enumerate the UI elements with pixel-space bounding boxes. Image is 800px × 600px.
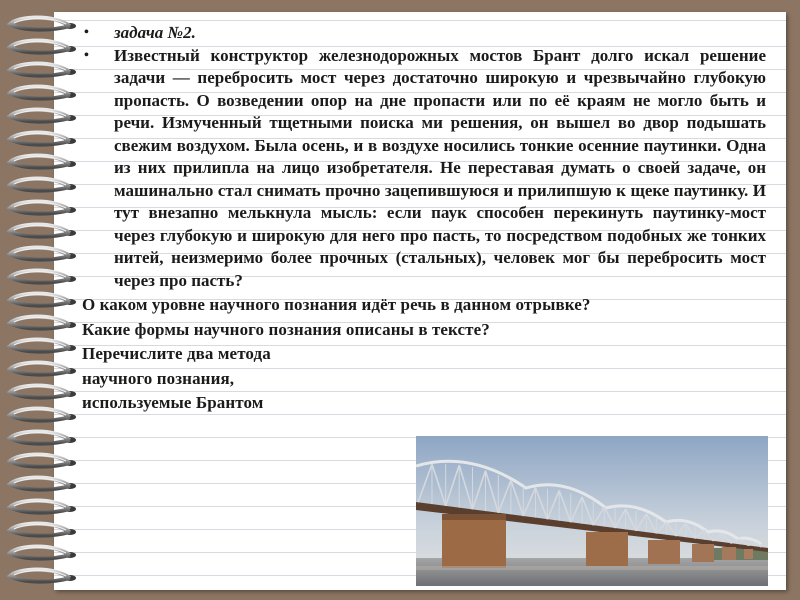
binding-ring — [10, 18, 76, 30]
binding-ring — [10, 156, 76, 168]
question-methods-line-3: используемые Брантом — [82, 393, 264, 412]
binding-ring — [10, 225, 76, 237]
bullet-icon: • — [84, 25, 89, 40]
binding-ring — [10, 87, 76, 99]
binding-ring — [10, 409, 76, 421]
water-reflection — [416, 566, 768, 570]
binding-ring — [10, 363, 76, 375]
binding-ring — [10, 110, 76, 122]
question-methods — [82, 343, 412, 415]
question-forms: Какие формы научного познания описаны в тексте? — [82, 319, 490, 339]
binding-ring — [10, 271, 76, 283]
question-methods-line-1: Перечислите два метода — [82, 344, 271, 363]
task-list — [82, 22, 772, 292]
binding-ring — [10, 248, 76, 260]
question-level: О каком уровне научного познания идёт речь в данном отрывке? — [82, 295, 591, 314]
binding-ring — [10, 64, 76, 76]
binding-ring — [10, 386, 76, 398]
binding-ring — [10, 340, 76, 352]
slide-content — [82, 22, 772, 415]
binding-ring — [10, 179, 76, 191]
binding-ring — [10, 202, 76, 214]
binding-ring — [10, 432, 76, 444]
binding-ring — [10, 41, 76, 53]
task-story-item — [82, 45, 772, 293]
task-title-item — [82, 22, 772, 45]
binding-ring — [10, 133, 76, 145]
binding-ring — [10, 524, 76, 536]
binding-ring — [10, 455, 76, 467]
spiral-binding — [0, 14, 80, 594]
binding-ring — [10, 317, 76, 329]
task-story: Известный конструктор железнодорожных мостов Брант долго искал решение задачи — перебросить мост через достаточно широкую и чрезвычайно глубокую пропасть. О возведении опор на дне пропасти или по её краям не могло быть и речи. Измученный тщетными поиска ми решения, он вышел во двор подышать свежим воздухом. Была осень, и в воздухе носились тонкие осенние паутинки. Одна из них прилипла на лицо изобретателя. Не переставая думать о своей задаче, он машинально стал снимать прочно зацепившуюся и прилипшую к щеке паутинку. И тут внезапно мелькнула мысль: если паук способен перекинуть паутинку-мост через глубокую и широкую для него про пасть, то посредством подобных же тонких нитей, неизмеримо более прочных (стальных), человек мог бы перебросить мост через про пасть? — [114, 45, 766, 290]
binding-ring — [10, 478, 76, 490]
bridge-photo — [416, 436, 768, 586]
question-methods-line-2: научного познания, — [82, 368, 235, 388]
binding-ring — [10, 570, 76, 582]
binding-ring — [10, 501, 76, 513]
binding-ring — [10, 547, 76, 559]
task-title: задача №2. — [114, 23, 196, 42]
binding-ring — [10, 294, 76, 306]
bullet-icon: • — [84, 47, 89, 63]
